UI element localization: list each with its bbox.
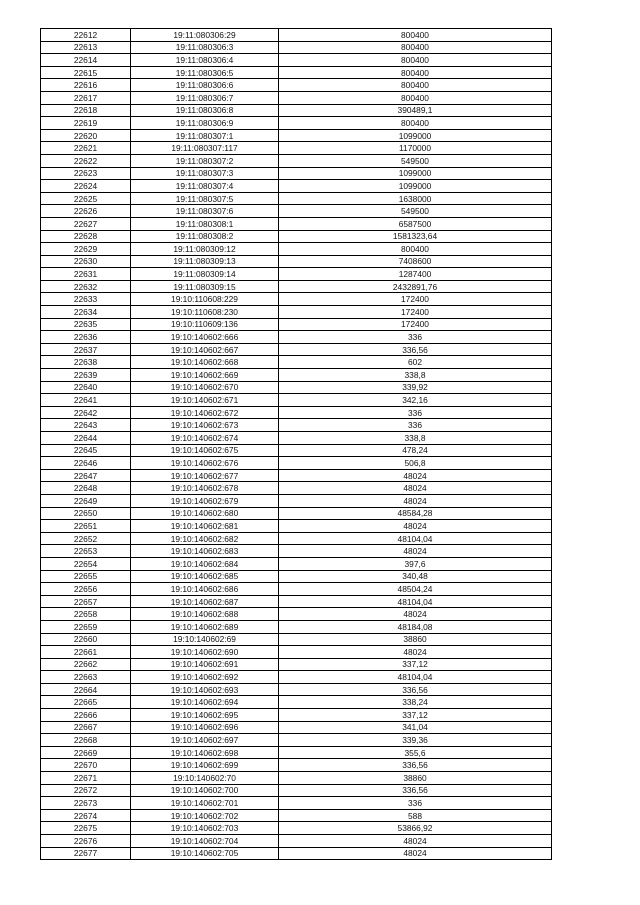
- value-cell: 336,56: [279, 759, 552, 772]
- table-row: [41, 822, 552, 835]
- cadastral-number-cell: 19:11:080306:3: [131, 41, 279, 54]
- table-row: [41, 545, 552, 558]
- value-cell: 38860: [279, 772, 552, 785]
- table-row: [41, 381, 552, 394]
- value-cell: 588: [279, 809, 552, 822]
- cadastral-number-cell: 19:11:080306:8: [131, 104, 279, 117]
- value-cell: 337,12: [279, 709, 552, 722]
- row-number-cell: 22661: [41, 646, 131, 659]
- table-row: [41, 835, 552, 848]
- table-row: [41, 608, 552, 621]
- table-row: [41, 104, 552, 117]
- value-cell: 48024: [279, 545, 552, 558]
- row-number-cell: 22640: [41, 381, 131, 394]
- cadastral-number-cell: 19:11:080306:29: [131, 29, 279, 42]
- value-cell: 48024: [279, 494, 552, 507]
- row-number-cell: 22623: [41, 167, 131, 180]
- row-number-cell: 22646: [41, 457, 131, 470]
- value-cell: 48024: [279, 646, 552, 659]
- cadastral-number-cell: 19:10:140602:688: [131, 608, 279, 621]
- row-number-cell: 22626: [41, 205, 131, 218]
- value-cell: 800400: [279, 91, 552, 104]
- row-number-cell: 22668: [41, 734, 131, 747]
- value-cell: 800400: [279, 41, 552, 54]
- table-row: [41, 494, 552, 507]
- value-cell: 2432891,76: [279, 280, 552, 293]
- table-row: [41, 709, 552, 722]
- table-row: [41, 54, 552, 67]
- cadastral-number-cell: 19:10:140602:690: [131, 646, 279, 659]
- table-row: [41, 734, 552, 747]
- table-row: [41, 79, 552, 92]
- cadastral-number-cell: 19:11:080309:13: [131, 255, 279, 268]
- table-row: [41, 746, 552, 759]
- row-number-cell: 22653: [41, 545, 131, 558]
- value-cell: 337,12: [279, 658, 552, 671]
- table-row: [41, 91, 552, 104]
- value-cell: 336,56: [279, 683, 552, 696]
- table-row: [41, 482, 552, 495]
- row-number-cell: 22620: [41, 129, 131, 142]
- cadastral-number-cell: 19:10:140602:701: [131, 797, 279, 810]
- row-number-cell: 22644: [41, 432, 131, 445]
- value-cell: 342,16: [279, 394, 552, 407]
- cadastral-number-cell: 19:11:080307:1: [131, 129, 279, 142]
- table-row: [41, 557, 552, 570]
- row-number-cell: 22659: [41, 620, 131, 633]
- row-number-cell: 22655: [41, 570, 131, 583]
- row-number-cell: 22650: [41, 507, 131, 520]
- table-row: [41, 66, 552, 79]
- table-row: [41, 331, 552, 344]
- cadastral-number-cell: 19:10:140602:678: [131, 482, 279, 495]
- cadastral-number-cell: 19:10:140602:687: [131, 595, 279, 608]
- table-row: [41, 809, 552, 822]
- value-cell: 602: [279, 356, 552, 369]
- value-cell: 1099000: [279, 129, 552, 142]
- row-number-cell: 22629: [41, 243, 131, 256]
- table-row: [41, 671, 552, 684]
- value-cell: 339,36: [279, 734, 552, 747]
- cadastral-number-cell: 19:11:080307:5: [131, 192, 279, 205]
- cadastral-number-cell: 19:11:080307:117: [131, 142, 279, 155]
- value-cell: 336: [279, 419, 552, 432]
- table-row: [41, 318, 552, 331]
- row-number-cell: 22660: [41, 633, 131, 646]
- table-row: [41, 646, 552, 659]
- value-cell: 506,8: [279, 457, 552, 470]
- table-row: [41, 658, 552, 671]
- cadastral-number-cell: 19:10:140602:692: [131, 671, 279, 684]
- value-cell: 800400: [279, 54, 552, 67]
- cadastral-number-cell: 19:10:140602:683: [131, 545, 279, 558]
- table-row: [41, 343, 552, 356]
- row-number-cell: 22639: [41, 369, 131, 382]
- row-number-cell: 22633: [41, 293, 131, 306]
- value-cell: 549500: [279, 205, 552, 218]
- table-row: [41, 406, 552, 419]
- table-row: [41, 469, 552, 482]
- cadastral-number-cell: 19:10:140602:696: [131, 721, 279, 734]
- cadastral-number-cell: 19:11:080309:14: [131, 268, 279, 281]
- value-cell: 48024: [279, 469, 552, 482]
- table-row: [41, 268, 552, 281]
- table-row: [41, 29, 552, 42]
- cadastral-number-cell: 19:11:080306:4: [131, 54, 279, 67]
- row-number-cell: 22631: [41, 268, 131, 281]
- value-cell: 48104,04: [279, 532, 552, 545]
- value-cell: 172400: [279, 306, 552, 319]
- value-cell: 48104,04: [279, 671, 552, 684]
- value-cell: 53866,92: [279, 822, 552, 835]
- value-cell: 1581323,64: [279, 230, 552, 243]
- row-number-cell: 22634: [41, 306, 131, 319]
- row-number-cell: 22657: [41, 595, 131, 608]
- row-number-cell: 22656: [41, 583, 131, 596]
- value-cell: 341,04: [279, 721, 552, 734]
- table-body: [41, 29, 552, 860]
- cadastral-number-cell: 19:10:140602:685: [131, 570, 279, 583]
- table-row: [41, 759, 552, 772]
- value-cell: 172400: [279, 318, 552, 331]
- row-number-cell: 22658: [41, 608, 131, 621]
- cadastral-number-cell: 19:11:080307:2: [131, 154, 279, 167]
- value-cell: 800400: [279, 79, 552, 92]
- row-number-cell: 22675: [41, 822, 131, 835]
- cadastral-number-cell: 19:11:080307:4: [131, 180, 279, 193]
- cadastral-number-cell: 19:10:140602:682: [131, 532, 279, 545]
- cadastral-number-cell: 19:11:080309:15: [131, 280, 279, 293]
- row-number-cell: 22651: [41, 520, 131, 533]
- value-cell: 338,8: [279, 432, 552, 445]
- table-row: [41, 633, 552, 646]
- value-cell: 48024: [279, 835, 552, 848]
- row-number-cell: 22654: [41, 557, 131, 570]
- cadastral-number-cell: 19:11:080306:6: [131, 79, 279, 92]
- row-number-cell: 22635: [41, 318, 131, 331]
- value-cell: 336: [279, 331, 552, 344]
- table-row: [41, 507, 552, 520]
- table-row: [41, 180, 552, 193]
- cadastral-number-cell: 19:10:140602:666: [131, 331, 279, 344]
- cadastral-number-cell: 19:11:080309:12: [131, 243, 279, 256]
- table-row: [41, 394, 552, 407]
- cadastral-number-cell: 19:10:140602:699: [131, 759, 279, 772]
- table-row: [41, 620, 552, 633]
- row-number-cell: 22628: [41, 230, 131, 243]
- cadastral-number-cell: 19:10:140602:704: [131, 835, 279, 848]
- row-number-cell: 22652: [41, 532, 131, 545]
- cadastral-number-cell: 19:10:140602:675: [131, 444, 279, 457]
- table-row: [41, 696, 552, 709]
- row-number-cell: 22662: [41, 658, 131, 671]
- cadastral-number-cell: 19:10:140602:698: [131, 746, 279, 759]
- row-number-cell: 22621: [41, 142, 131, 155]
- value-cell: 1287400: [279, 268, 552, 281]
- row-number-cell: 22677: [41, 847, 131, 860]
- value-cell: 336,56: [279, 784, 552, 797]
- cadastral-number-cell: 19:10:140602:691: [131, 658, 279, 671]
- value-cell: 800400: [279, 66, 552, 79]
- row-number-cell: 22638: [41, 356, 131, 369]
- cadastral-number-cell: 19:10:140602:705: [131, 847, 279, 860]
- value-cell: 338,24: [279, 696, 552, 709]
- cadastral-number-cell: 19:10:140602:667: [131, 343, 279, 356]
- value-cell: 6587500: [279, 217, 552, 230]
- row-number-cell: 22667: [41, 721, 131, 734]
- value-cell: 478,24: [279, 444, 552, 457]
- row-number-cell: 22666: [41, 709, 131, 722]
- table-row: [41, 570, 552, 583]
- value-cell: 7408600: [279, 255, 552, 268]
- row-number-cell: 22612: [41, 29, 131, 42]
- cadastral-number-cell: 19:10:140602:700: [131, 784, 279, 797]
- table-row: [41, 797, 552, 810]
- value-cell: 1099000: [279, 167, 552, 180]
- row-number-cell: 22670: [41, 759, 131, 772]
- value-cell: 48184,08: [279, 620, 552, 633]
- table-row: [41, 230, 552, 243]
- row-number-cell: 22636: [41, 331, 131, 344]
- row-number-cell: 22632: [41, 280, 131, 293]
- cadastral-number-cell: 19:10:110608:230: [131, 306, 279, 319]
- value-cell: 338,8: [279, 369, 552, 382]
- cadastral-number-cell: 19:10:140602:670: [131, 381, 279, 394]
- row-number-cell: 22622: [41, 154, 131, 167]
- row-number-cell: 22618: [41, 104, 131, 117]
- value-cell: 38860: [279, 633, 552, 646]
- value-cell: 340,48: [279, 570, 552, 583]
- value-cell: 48024: [279, 520, 552, 533]
- value-cell: 48104,04: [279, 595, 552, 608]
- row-number-cell: 22649: [41, 494, 131, 507]
- value-cell: 355,6: [279, 746, 552, 759]
- table-row: [41, 117, 552, 130]
- cadastral-number-cell: 19:11:080307:3: [131, 167, 279, 180]
- table-row: [41, 520, 552, 533]
- table-row: [41, 280, 552, 293]
- row-number-cell: 22619: [41, 117, 131, 130]
- row-number-cell: 22663: [41, 671, 131, 684]
- row-number-cell: 22624: [41, 180, 131, 193]
- cadastral-number-cell: 19:10:140602:695: [131, 709, 279, 722]
- cadastral-number-cell: 19:10:110609:136: [131, 318, 279, 331]
- row-number-cell: 22673: [41, 797, 131, 810]
- cadastral-number-cell: 19:10:140602:70: [131, 772, 279, 785]
- cadastral-number-cell: 19:10:140602:668: [131, 356, 279, 369]
- row-number-cell: 22671: [41, 772, 131, 785]
- row-number-cell: 22674: [41, 809, 131, 822]
- table-row: [41, 457, 552, 470]
- cadastral-number-cell: 19:11:080306:9: [131, 117, 279, 130]
- value-cell: 1170000: [279, 142, 552, 155]
- cadastral-number-cell: 19:10:140602:674: [131, 432, 279, 445]
- value-cell: 800400: [279, 117, 552, 130]
- row-number-cell: 22617: [41, 91, 131, 104]
- table-row: [41, 595, 552, 608]
- cadastral-number-cell: 19:11:080308:1: [131, 217, 279, 230]
- row-number-cell: 22614: [41, 54, 131, 67]
- value-cell: 1638000: [279, 192, 552, 205]
- cadastral-number-cell: 19:10:140602:694: [131, 696, 279, 709]
- row-number-cell: 22615: [41, 66, 131, 79]
- table-row: [41, 419, 552, 432]
- row-number-cell: 22625: [41, 192, 131, 205]
- cadastral-number-cell: 19:10:140602:702: [131, 809, 279, 822]
- value-cell: 48024: [279, 482, 552, 495]
- value-cell: 48584,28: [279, 507, 552, 520]
- value-cell: 397,6: [279, 557, 552, 570]
- cadastral-number-cell: 19:10:140602:69: [131, 633, 279, 646]
- cadastral-number-cell: 19:10:140602:671: [131, 394, 279, 407]
- table-row: [41, 772, 552, 785]
- value-cell: 336,56: [279, 343, 552, 356]
- row-number-cell: 22613: [41, 41, 131, 54]
- value-cell: 549500: [279, 154, 552, 167]
- value-cell: 336: [279, 797, 552, 810]
- row-number-cell: 22669: [41, 746, 131, 759]
- row-number-cell: 22672: [41, 784, 131, 797]
- row-number-cell: 22643: [41, 419, 131, 432]
- cadastral-number-cell: 19:10:140602:697: [131, 734, 279, 747]
- table-row: [41, 243, 552, 256]
- cadastral-number-cell: 19:11:080306:5: [131, 66, 279, 79]
- cadastral-value-table: [40, 28, 552, 860]
- table-row: [41, 217, 552, 230]
- cadastral-number-cell: 19:10:140602:669: [131, 369, 279, 382]
- table-row: [41, 847, 552, 860]
- table-row: [41, 369, 552, 382]
- value-cell: 390489,1: [279, 104, 552, 117]
- cadastral-number-cell: 19:10:140602:676: [131, 457, 279, 470]
- row-number-cell: 22642: [41, 406, 131, 419]
- row-number-cell: 22641: [41, 394, 131, 407]
- cadastral-number-cell: 19:10:140602:684: [131, 557, 279, 570]
- cadastral-number-cell: 19:10:140602:672: [131, 406, 279, 419]
- cadastral-number-cell: 19:10:140602:673: [131, 419, 279, 432]
- cadastral-number-cell: 19:11:080308:2: [131, 230, 279, 243]
- row-number-cell: 22637: [41, 343, 131, 356]
- cadastral-number-cell: 19:10:140602:686: [131, 583, 279, 596]
- table-row: [41, 142, 552, 155]
- cadastral-number-cell: 19:11:080307:6: [131, 205, 279, 218]
- table-row: [41, 41, 552, 54]
- table-row: [41, 583, 552, 596]
- cadastral-number-cell: 19:10:140602:693: [131, 683, 279, 696]
- row-number-cell: 22627: [41, 217, 131, 230]
- row-number-cell: 22665: [41, 696, 131, 709]
- cadastral-number-cell: 19:10:140602:681: [131, 520, 279, 533]
- table-row: [41, 444, 552, 457]
- row-number-cell: 22664: [41, 683, 131, 696]
- row-number-cell: 22648: [41, 482, 131, 495]
- table-row: [41, 683, 552, 696]
- value-cell: 172400: [279, 293, 552, 306]
- row-number-cell: 22630: [41, 255, 131, 268]
- cadastral-number-cell: 19:10:140602:677: [131, 469, 279, 482]
- table-row: [41, 721, 552, 734]
- cadastral-number-cell: 19:10:140602:689: [131, 620, 279, 633]
- row-number-cell: 22616: [41, 79, 131, 92]
- value-cell: 339,92: [279, 381, 552, 394]
- cadastral-number-cell: 19:11:080306:7: [131, 91, 279, 104]
- value-cell: 800400: [279, 243, 552, 256]
- value-cell: 336: [279, 406, 552, 419]
- table-row: [41, 356, 552, 369]
- table-row: [41, 293, 552, 306]
- table-row: [41, 255, 552, 268]
- value-cell: 800400: [279, 29, 552, 42]
- table-row: [41, 205, 552, 218]
- table-row: [41, 432, 552, 445]
- cadastral-number-cell: 19:10:140602:679: [131, 494, 279, 507]
- table-row: [41, 167, 552, 180]
- table-row: [41, 129, 552, 142]
- cadastral-number-cell: 19:10:140602:680: [131, 507, 279, 520]
- table-row: [41, 532, 552, 545]
- table-row: [41, 154, 552, 167]
- value-cell: 1099000: [279, 180, 552, 193]
- row-number-cell: 22647: [41, 469, 131, 482]
- row-number-cell: 22676: [41, 835, 131, 848]
- cadastral-number-cell: 19:10:110608:229: [131, 293, 279, 306]
- value-cell: 48024: [279, 847, 552, 860]
- value-cell: 48504,24: [279, 583, 552, 596]
- cadastral-number-cell: 19:10:140602:703: [131, 822, 279, 835]
- table-row: [41, 192, 552, 205]
- table-row: [41, 784, 552, 797]
- row-number-cell: 22645: [41, 444, 131, 457]
- table-row: [41, 306, 552, 319]
- value-cell: 48024: [279, 608, 552, 621]
